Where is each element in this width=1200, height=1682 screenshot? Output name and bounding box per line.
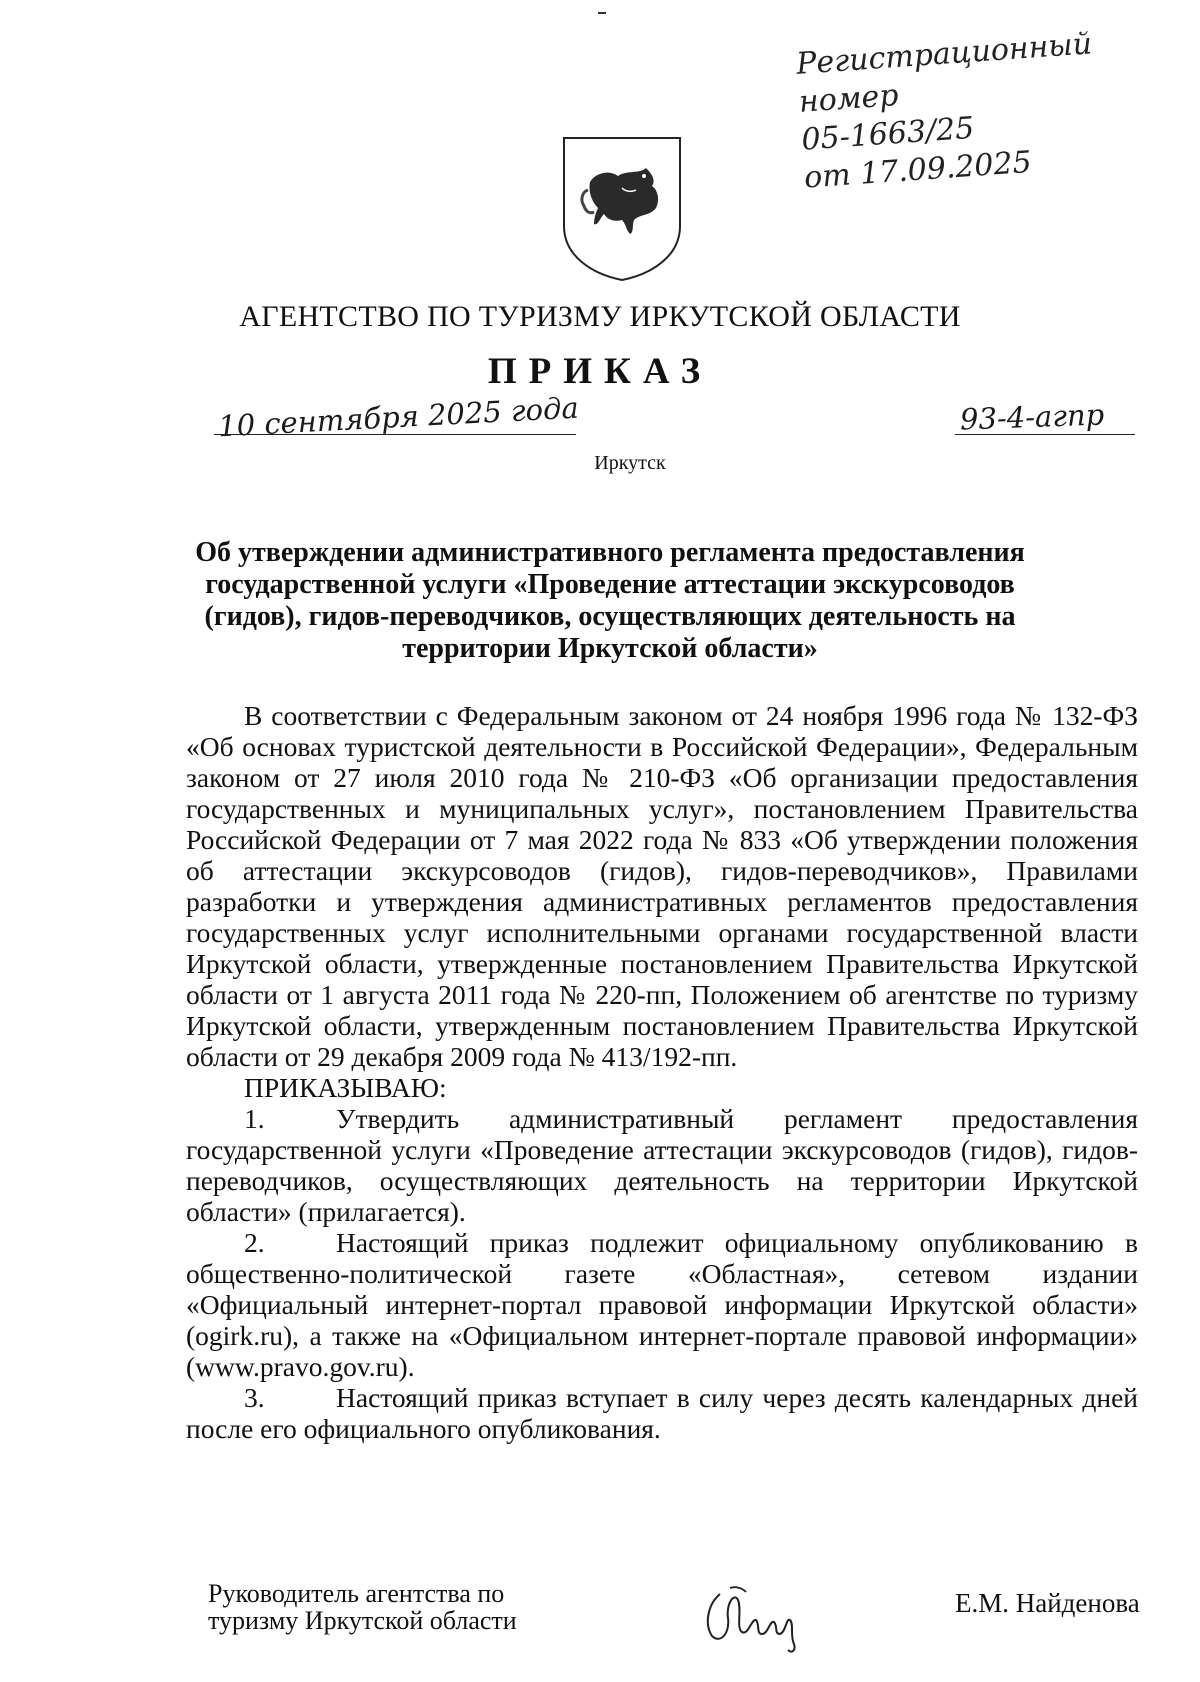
item-number: 2. [244, 1227, 265, 1258]
order-item [186, 1103, 1138, 1227]
order-word: ПРИКАЗЫВАЮ: [244, 1072, 447, 1103]
document-type: ПРИКАЗ [487, 351, 713, 392]
scan-mark [598, 12, 606, 14]
document-body [186, 700, 1138, 1444]
item-number: 3. [244, 1382, 265, 1413]
registration-note-number: 05-1663/25 [800, 110, 976, 158]
handwritten-number: 93-4-агпр [959, 397, 1105, 437]
item-text: Настоящий приказ вступает в силу через десять календарных дней после его официального опубликования. [186, 1382, 1138, 1444]
item-number: 1. [244, 1103, 265, 1134]
document-title: Об утверждении административного регламента предоставления государственной услуги «Проведение аттестации экскурсоводов (гидов), гидов-переводчиков, осуществляющих деятельность на территории Иркутской области» [195, 537, 1025, 664]
item-text: Утвердить административный регламент предоставления государственной услуги «Проведение аттестации экскурсоводов (гидов), гидов-переводчиков, осуществляющих деятельность на территории Иркутской области» (прилагается). [186, 1103, 1138, 1227]
registration-note-date: от 17.09.2025 [803, 144, 1033, 196]
registration-note-line: номер [797, 77, 900, 120]
city: Иркутск [594, 452, 666, 474]
order-item [186, 1227, 1138, 1382]
handwritten-signature [690, 1574, 840, 1654]
agency-name: АГЕНТСТВО ПО ТУРИЗМУ ИРКУТСКОЙ ОБЛАСТИ [239, 300, 961, 333]
signer-position-line: Руководитель агентства по [208, 1579, 505, 1608]
registration-note [795, 22, 1145, 197]
item-text: Настоящий приказ подлежит официальному опубликованию в общественно-политической газете «Областная», сетевом издании «Официальный интернет-портал правовой информации Иркутской области» (ogirk.ru), а также на «Официальном интернет-портале правовой информации» (www.pravo.gov.ru). [186, 1227, 1138, 1382]
signer-name: Е.М. Найденова [955, 1588, 1140, 1618]
number-underline [955, 434, 1135, 435]
order-item [186, 1382, 1138, 1444]
handwritten-date: 10 сентября 2025 года [217, 390, 580, 444]
date-underline [214, 434, 576, 435]
registration-note-line: Регистрационный [795, 26, 1094, 82]
signer-position-line: туризму Иркутской области [208, 1606, 517, 1635]
signer-position [208, 1580, 517, 1634]
preamble-paragraph: В соответствии с Федеральным законом от 24 ноября 1996 года № 132-ФЗ «Об основах туристской деятельности в Российской Федерации», Федеральным законом от 27 июля 2010 года № 210-ФЗ «Об организации предоставления государственных и муниципальных услуг», постановлением Правительства Российской Федерации от 7 мая 2022 года № 833 «Об утверждении положения об аттестации экскурсоводов (гидов), гидов-переводчиков», Правилами разработки и утверждения административных регламентов предоставления государственных услуг исполнительными органами государственной власти Иркутской области, утвержденные постановлением Правительства Иркутской области от 1 августа 2011 года № 220-пп, Положением об агентстве по туризму Иркутской области, утвержденным постановлением Правительства Иркутской области от 29 декабря 2009 года № 413/192-пп. [186, 700, 1138, 1072]
coat-of-arms-icon [560, 134, 684, 284]
